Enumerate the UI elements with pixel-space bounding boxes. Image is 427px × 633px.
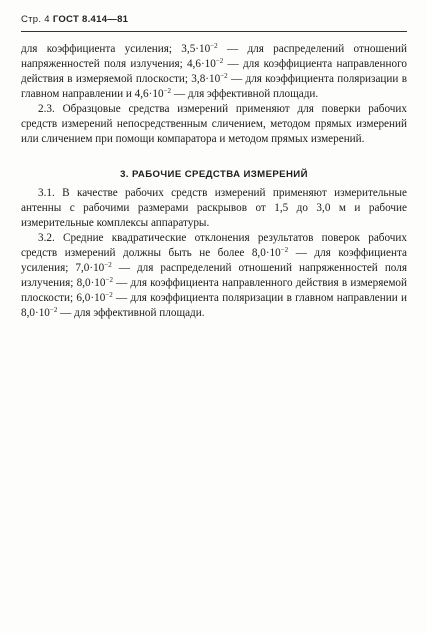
section-2-block: [21, 42, 407, 147]
paragraph-3-2: 3.2. Средние квадратические отклонения результатов поверок рабочих средств измерений должны быть не более $8,0\cdot 10^{-2}$ — для коэффициента усиления; $7,0\cdot 10^{-2}$ — для распределений отношений напряженностей поля излучения; $8,0\cdot 10^{-2}$ — для коэффициента направленного действия в измеряемой плоскости; $6,0\cdot 10^{-2}$ — для коэффициента поляризации в главном направлении и $8,0\cdot 10^{-2}$ — для эффективной площади.: [21, 232, 407, 319]
paragraph-2-2-continuation: для коэффициента усиления; $3,5\cdot 10^{-2}$ — для распределений отношений напряженностей поля излучения; $4,6\cdot 10^{-2}$ — для коэффициента направленного действия в измеряемой плоскости; $3,8\cdot 10^{-2}$ — для коэффициента поляризации в главном направлении и $4,6\cdot 10^{-2}$ — для эффективной площади.: [21, 42, 407, 100]
standard-code: ГОСТ 8.414—81: [52, 14, 129, 25]
header-rule: [21, 31, 407, 32]
page-header: [21, 14, 128, 25]
section-3-block: [21, 186, 407, 321]
paragraph-2-3: 2.3. Образцовые средства измерений применяют для поверки рабочих средств измерений непосредственным сличением, методом прямых измерений или сличением при помощи компаратора и методом прямых измерений.: [21, 103, 407, 145]
section-3-title: 3. РАБОЧИЕ СРЕДСТВА ИЗМЕРЕНИЙ: [120, 169, 308, 180]
page-number: Стр. 4: [21, 14, 50, 25]
paragraph-3-1: 3.1. В качестве рабочих средств измерений применяют измерительные антенны с рабочими размерами раскрывов от 1,5 до 3,0 м и рабочие измерительные комплексы аппаратуры.: [21, 187, 407, 229]
